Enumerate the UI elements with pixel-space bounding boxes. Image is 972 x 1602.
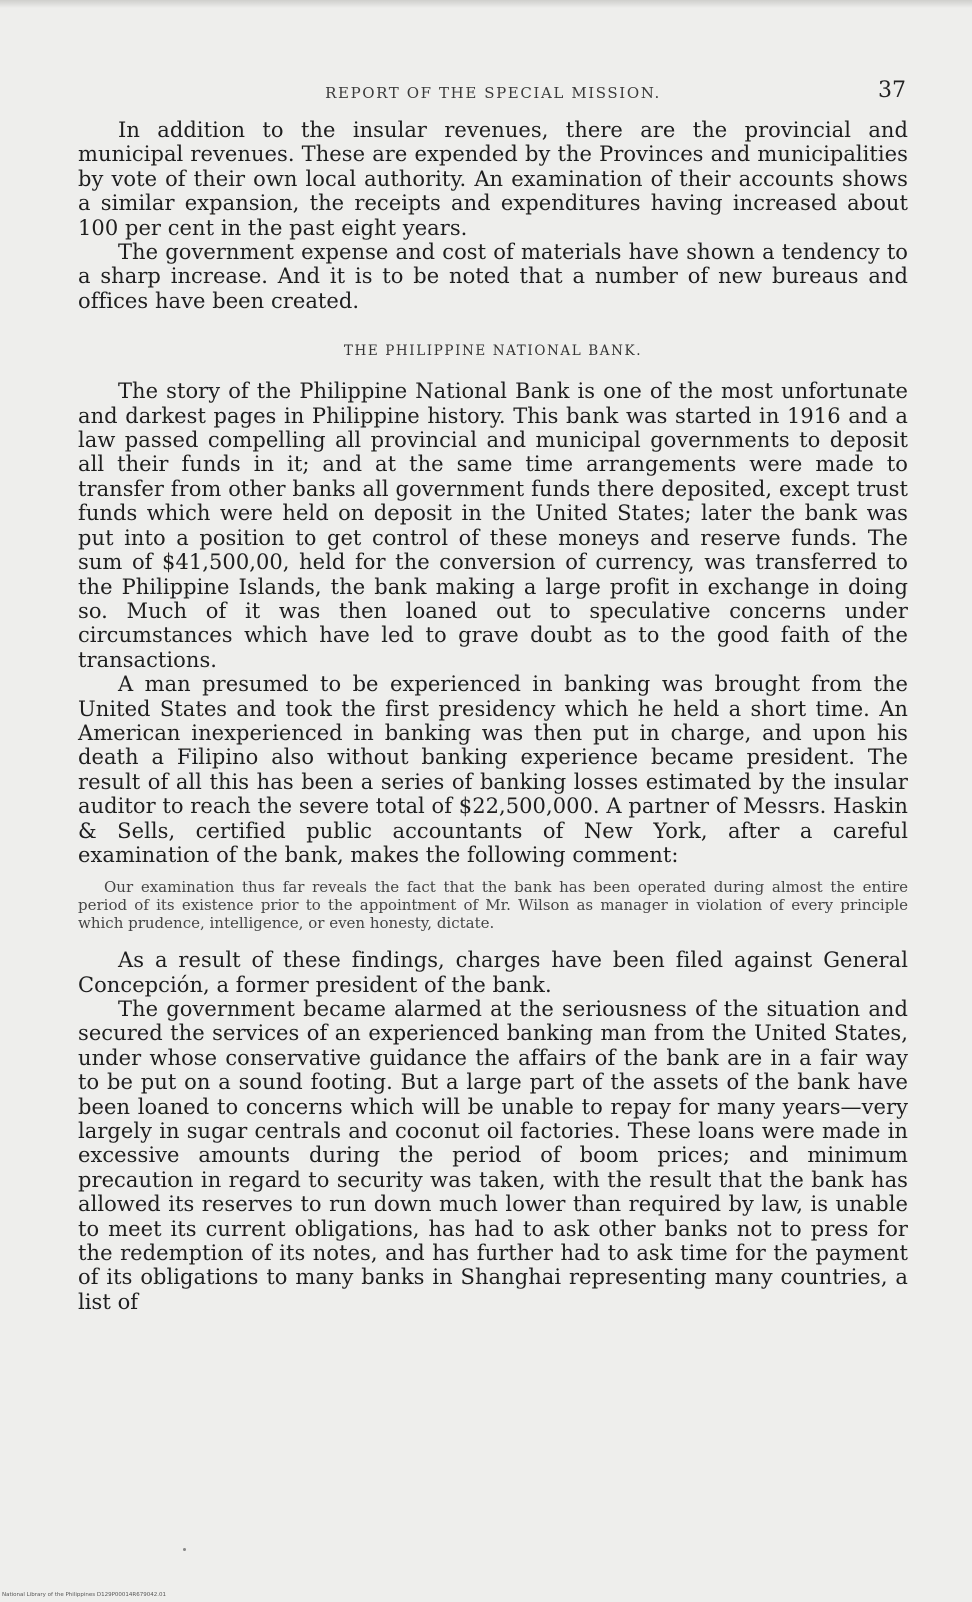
block-quote: Our examination thus far reveals the fact that the bank has been operated during almost the entire period of its existence prior to the appointment of Mr. Wilson as manager in violation of every principle which prudence, intelligence, or even honesty, dictate. [78,878,908,932]
paragraph-government-response: The government became alarmed at the seriousness of the situation and secured the services of an experienced banking man from the United States, under whose conservative guidance the affairs of the bank are in a fair way to be put on a sound footing. But a large part of the assets of the bank have been loaned to concerns which will be unable to repay for many years—very largely in sugar centrals and coconut oil factories. These loans were made in excessive amounts during the period of boom prices; and minimum precaution in regard to security was taken, with the result that the bank has allowed its reserves to run down much lower than required by law, is unable to meet its current obligations, has had to ask other banks not to press for the redemption of its notes, and has further had to ask time for the payment of its obligations to many banks in Shanghai representing many countries, a list of [78,996,908,1314]
scan-speck [183,1548,186,1551]
footer-credit: National Library of the Philippines D129P00014R679042.01 [2,1592,166,1598]
running-header [78,78,908,118]
scan-top-edge [0,0,972,8]
paragraph-bank-story: The story of the Philippine National Bank is one of the most unfortunate and darkest pages in Philippine history. This bank was started in 1916 and a law passed compelling all provincial and municipal governments to deposit all their funds in it; and at the same time arrangements were made to transfer from other banks all government funds there deposited, except trust funds which were held on deposit in the United States; later the bank was put into a position to get control of these moneys and reserve funds. The sum of $41,500,00, held for the conversion of currency, was transferred to the Philippine Islands, the bank making a large profit in exchange in doing so. Much of it was then loaned out to speculative concerns under circumstances which have led to grave doubt as to the good faith of the transactions. [78,379,908,672]
running-title: REPORT OF THE SPECIAL MISSION. [325,84,661,102]
paragraph-bank-presidency: A man presumed to be experienced in banking was brought from the United States and took the first presidency which he held a short time. An American inexperienced in banking was then put in charge, and upon his death a Filipino also without banking experience became president. The result of all this has been a series of banking losses estimated by the insular auditor to reach the severe total of $22,500,000. A partner of Messrs. Haskin & Sells, certified public accountants of New York, after a careful examination of the bank, makes the following comment: [78,672,908,867]
paragraph-expenses: The government expense and cost of materials have shown a tendency to a sharp increase. And it is to be noted that a number of new bureaus and offices have been created. [78,240,908,313]
document-page [78,78,908,1314]
section-heading: THE PHILIPPINE NATIONAL BANK. [343,343,643,360]
page-number: 37 [878,78,906,103]
paragraph-revenues: In addition to the insular revenues, there are the provincial and municipal revenues. These are expended by the Provinces and municipalities by vote of their own local authority. An examination of their accounts shows a similar expansion, the receipts and expenditures having increased about 100 per cent in the past eight years. [78,118,908,240]
paragraph-charges: As a result of these findings, charges have been filed against General Concepción, a former president of the bank. [78,948,908,997]
